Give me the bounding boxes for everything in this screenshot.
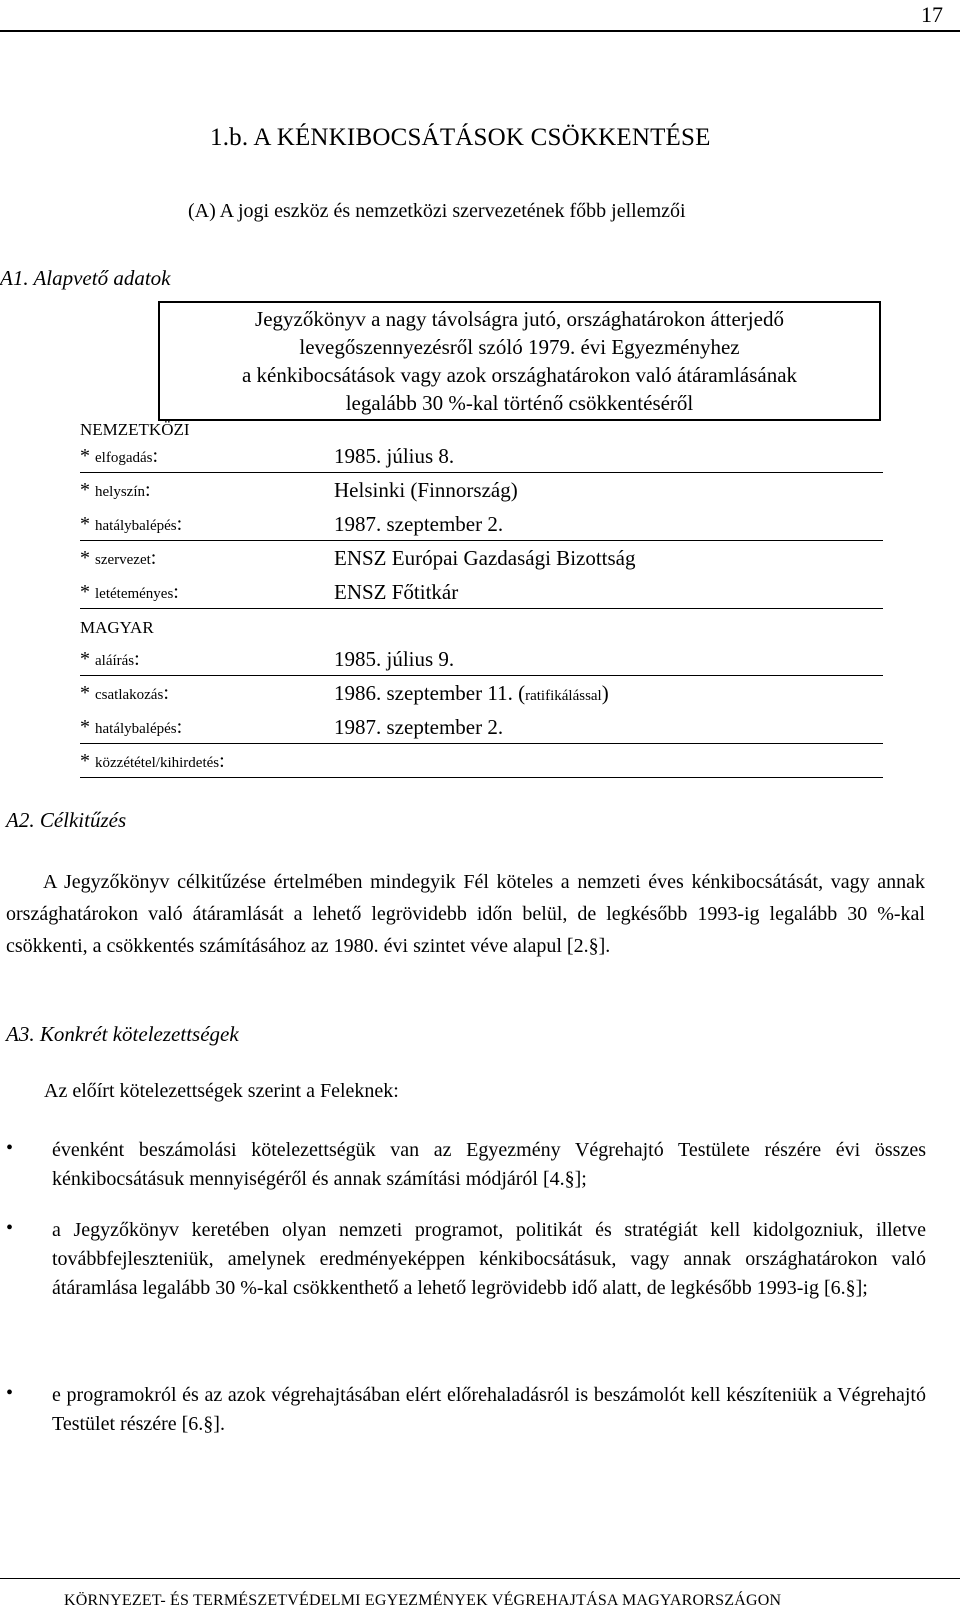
field-row-promulgation: [80, 743, 883, 778]
obligation-item: évenként beszámolási kötelezettségük van az Egyezmény Végrehajtó Testülete részére évi összes kénkibocsátásuk mennyiségéről és annak számítási módjáról [4.§];: [52, 1139, 926, 1190]
obligation-item: e programokról és az azok végrehajtásában elért előrehaladásról is beszámolót kell készíteniük a Végrehajtó Testület részére [6.§].: [52, 1384, 926, 1435]
chapter-subtitle: (A) A jogi eszköz és nemzetközi szervezetének főbb jellemzői: [188, 200, 686, 222]
field-row-entry-into-force: [80, 506, 883, 541]
protocol-title-line: levegőszennyezésről szóló 1979. évi Egyezményhez: [299, 335, 740, 359]
field-value: 1985. július 9.: [334, 647, 455, 671]
field-row-adoption: [80, 438, 883, 473]
protocol-title-box: [158, 301, 881, 421]
field-row-organization: [80, 540, 883, 574]
field-label: * csatlakozás:: [80, 682, 169, 704]
page-number: 17: [921, 2, 943, 27]
bullet-icon: •: [6, 1137, 14, 1159]
field-row-signature: [80, 641, 883, 676]
field-value: 1986. szeptember 11. (ratifikálással): [334, 681, 609, 705]
field-row-accession: [80, 675, 883, 709]
field-row-location: [80, 472, 883, 506]
field-value: ENSZ Főtitkár: [334, 580, 459, 604]
objective-paragraph: A Jegyzőkönyv célkitűzése értelmében mindegyik Fél köteles a nemzeti éves kénkibocsátását, vagy annak országhatárokon való átáramlását a lehető legrövidebb időn belül, de legkésőbb 1993-ig legalább 30 %-kal csökkenti, a csökkentés számításához az 1980. évi szintet véve alapul [2.§].: [6, 871, 925, 957]
protocol-title-line: a kénkibocsátások vagy azok országhatárokon való átáramlásának: [241, 363, 798, 387]
section-a2-heading: A2. Célkitűzés: [6, 808, 127, 832]
field-value: 1987. szeptember 2.: [334, 715, 504, 739]
footer-rule: [0, 1578, 960, 1579]
obligation-item: a Jegyzőkönyv keretében olyan nemzeti programot, politikát és stratégiát kell kidolgozniuk, illetve továbbfejleszteniük, amelynek eredményeképpen kénkibocsátásuk, vagy annak országhatárokon való átáramlása legalább 30 %-kal csökkenthető a lehető legrövidebb idő alatt, de legkésőbb 1993-ig [6.§];: [52, 1219, 926, 1299]
international-heading: NEMZETKÖZI: [80, 420, 190, 439]
section-a3-heading: A3. Konkrét kötelezettségek: [6, 1022, 239, 1046]
field-value: 1987. szeptember 2.: [334, 512, 504, 536]
chapter-title: 1.b. A KÉNKIBOCSÁTÁSOK CSÖKKENTÉSE: [210, 124, 711, 151]
page-footer: KÖRNYEZET- ÉS TERMÉSZETVÉDELMI EGYEZMÉNYEK VÉGREHAJTÁSA MAGYARORSZÁGON: [64, 1592, 782, 1609]
field-row-depositary: [80, 574, 883, 609]
field-row-hu-entry-into-force: [80, 709, 883, 744]
field-label: * hatálybalépés:: [80, 513, 183, 535]
field-label: * hatálybalépés:: [80, 716, 183, 738]
field-label: * letéteményes:: [80, 581, 179, 603]
obligations-intro: Az előírt kötelezettségek szerint a Feleknek:: [44, 1080, 399, 1102]
bullet-icon: •: [6, 1217, 14, 1239]
field-value: ENSZ Európai Gazdasági Bizottság: [334, 546, 636, 570]
field-label: * elfogadás:: [80, 445, 159, 467]
hungarian-heading: MAGYAR: [80, 618, 154, 637]
field-value: 1985. július 8.: [334, 444, 455, 468]
field-label: * szervezet:: [80, 547, 157, 569]
header-rule: [0, 30, 960, 32]
bullet-icon: •: [6, 1382, 14, 1404]
protocol-title-line: legalább 30 %-kal történő csökkentéséről: [345, 391, 694, 415]
field-label: * helyszín:: [80, 479, 151, 501]
field-label: * aláírás:: [80, 648, 140, 670]
field-label: * közzététel/kihirdetés:: [80, 750, 225, 772]
protocol-title-line: Jegyzőkönyv a nagy távolságra jutó, országhatárokon átterjedő: [255, 307, 784, 331]
field-value: Helsinki (Finnország): [334, 478, 518, 502]
section-a1-heading: A1. Alapvető adatok: [0, 266, 171, 290]
